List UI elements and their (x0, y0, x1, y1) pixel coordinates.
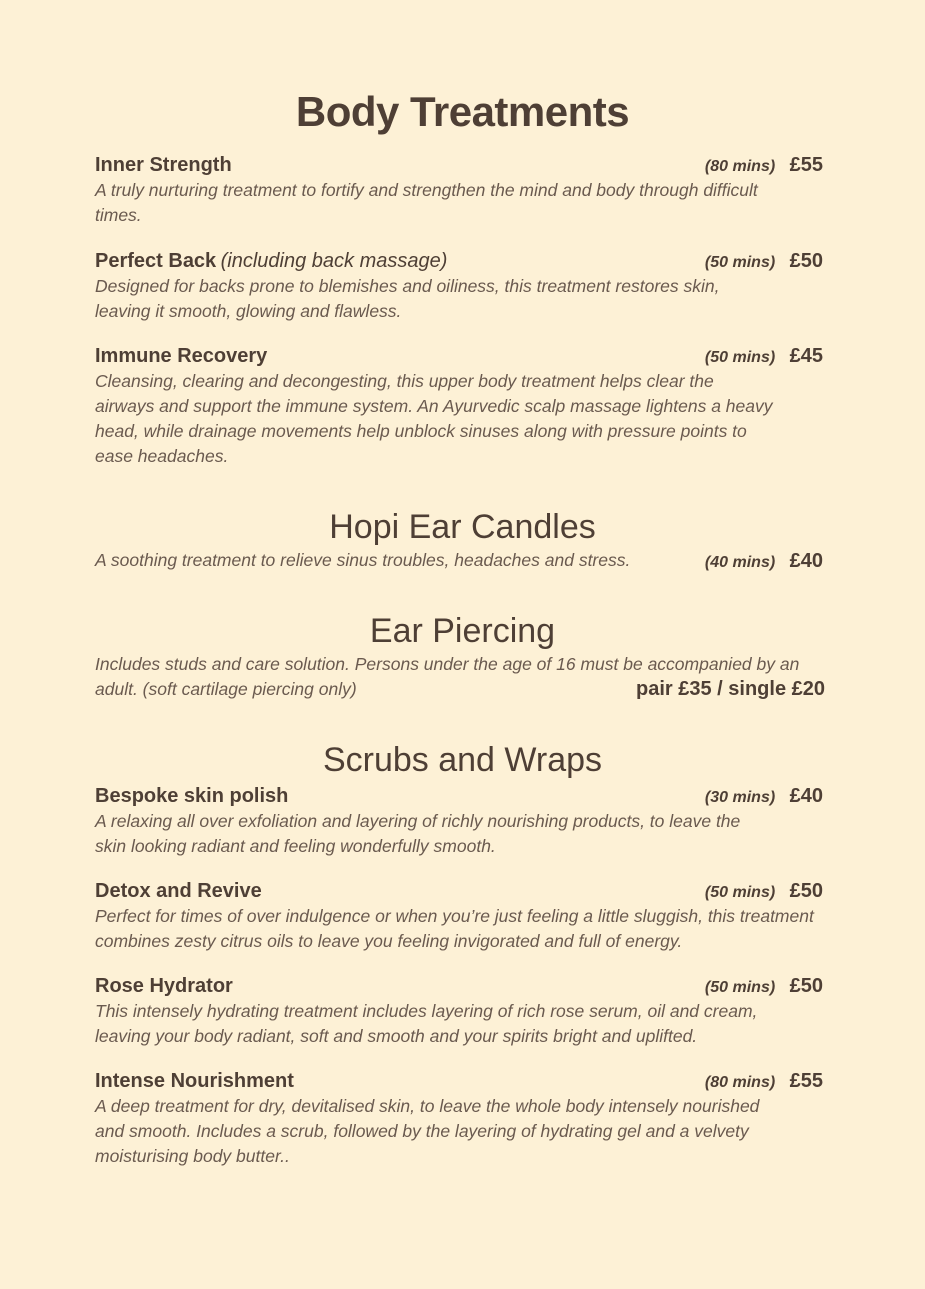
treatment-duration: (50 mins) (704, 254, 776, 271)
scrub-name: Detox and Revive (95, 880, 262, 902)
scrub-description: A deep treatment for dry, devitalised skin, to leave the whole body intensely nourished and smooth. Includes a scrub, followed by the layering of hydrating gel and a velvety moisturising body butter.. (95, 1096, 760, 1166)
treatment-subtitle: (including back massage) (220, 250, 448, 272)
scrub-duration: (30 mins) (704, 789, 776, 806)
scrub-name: Bespoke skin polish (95, 785, 289, 807)
section-title-scrubs: Scrubs and Wraps (322, 741, 603, 779)
section-title-piercing: Ear Piercing (369, 612, 556, 650)
scrub-price: £50 (789, 880, 823, 902)
scrub-price: £50 (789, 975, 823, 997)
treatment-item (95, 343, 825, 469)
hopi-duration: (40 mins) (704, 554, 776, 571)
treatment-name: Immune Recovery (95, 345, 268, 367)
piercing-description: Includes studs and care solution. Persons under the age of 16 must be accompanied by an (95, 654, 800, 674)
treatment-price: £45 (789, 345, 823, 367)
scrub-duration: (80 mins) (704, 1074, 776, 1091)
hopi-description: A soothing treatment to relieve sinus troubles, headaches and stress. (95, 550, 631, 570)
treatment-price: £55 (789, 154, 823, 176)
scrub-description: Perfect for times of over indulgence or when you’re just feeling a little sluggish, this treatment combines zesty citrus oils to leave you feeling invigorated and full of energy. (95, 906, 814, 951)
treatment-item (95, 152, 825, 228)
treatment-description: A truly nurturing treatment to fortify and strengthen the mind and body through difficult times. (95, 180, 758, 225)
scrub-price: £55 (789, 1070, 823, 1092)
piercing-item (95, 652, 825, 702)
treatment-name: Perfect Back (95, 250, 217, 272)
treatment-price: £50 (789, 250, 823, 272)
scrub-duration: (50 mins) (704, 979, 776, 996)
scrub-name: Intense Nourishment (95, 1070, 294, 1092)
treatment-name: Inner Strength (95, 154, 232, 176)
treatment-description: Designed for backs prone to blemishes and oiliness, this treatment restores skin, leaving it smooth, glowing and flawless. (95, 276, 720, 321)
scrub-name: Rose Hydrator (95, 975, 233, 997)
treatment-description: Cleansing, clearing and decongesting, this upper body treatment helps clear the airways and support the immune system. An Ayurvedic scalp massage lightens a heavy head, while drainage movements help unblock sinuses along with pressure points to ease headaches. (95, 371, 773, 466)
treatment-duration: (50 mins) (704, 349, 776, 366)
scrub-item (95, 973, 825, 1049)
scrub-description: This intensely hydrating treatment includes layering of rich rose serum, oil and cream, leaving your body radiant, soft and smooth and your spirits bright and uplifted. (95, 1001, 758, 1046)
scrub-duration: (50 mins) (704, 884, 776, 901)
scrub-description: A relaxing all over exfoliation and layering of richly nourishing products, to leave the skin looking radiant and feeling wonderfully smooth. (95, 811, 741, 856)
piercing-description-cont: adult. (soft cartilage piercing only) (95, 679, 357, 699)
section-title-hopi: Hopi Ear Candles (329, 508, 596, 546)
scrub-item (95, 878, 825, 954)
hopi-item (95, 548, 825, 574)
hopi-price: £40 (789, 550, 823, 572)
scrub-price: £40 (789, 785, 823, 807)
scrub-item (95, 783, 825, 859)
page-title: Body Treatments (295, 88, 630, 135)
scrub-item (95, 1068, 825, 1169)
treatment-duration: (80 mins) (704, 158, 776, 175)
treatment-item (95, 248, 825, 324)
piercing-price: pair £35 / single £20 (636, 678, 825, 700)
